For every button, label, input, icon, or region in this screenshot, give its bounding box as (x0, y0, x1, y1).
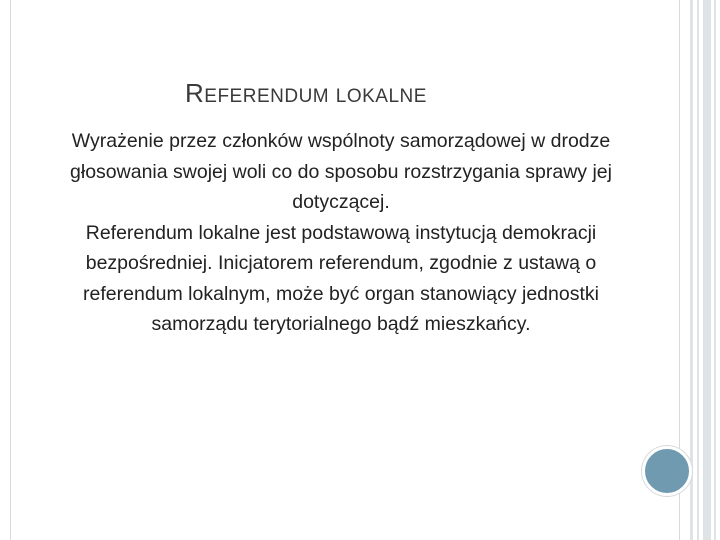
rail-line (714, 0, 716, 540)
rail-line (690, 0, 693, 540)
title-word-1: EFERENDUM (204, 86, 330, 107)
slide-body (42, 126, 640, 340)
circle-icon (642, 446, 692, 496)
rail-line (697, 0, 699, 540)
slide-title (185, 78, 427, 109)
definition-paragraph: Wyrażenie przez członków wspólnoty samorządowej w drodze głosowania swojej woli co do sposobu rozstrzygania sprawy jej dotyczącej. (70, 130, 612, 213)
rail-line (703, 0, 711, 540)
title-initial: R (185, 78, 205, 108)
title-word-2: LOKALNE (335, 86, 427, 107)
description-paragraph: Referendum lokalne jest podstawową instytucją demokracji bezpośredniej. Inicjatorem referendum, zgodnie z ustawą o referendum lokalnym, może być organ stanowiący jednostki samorządu terytorialnego bądź mieszkańcy. (83, 221, 599, 335)
